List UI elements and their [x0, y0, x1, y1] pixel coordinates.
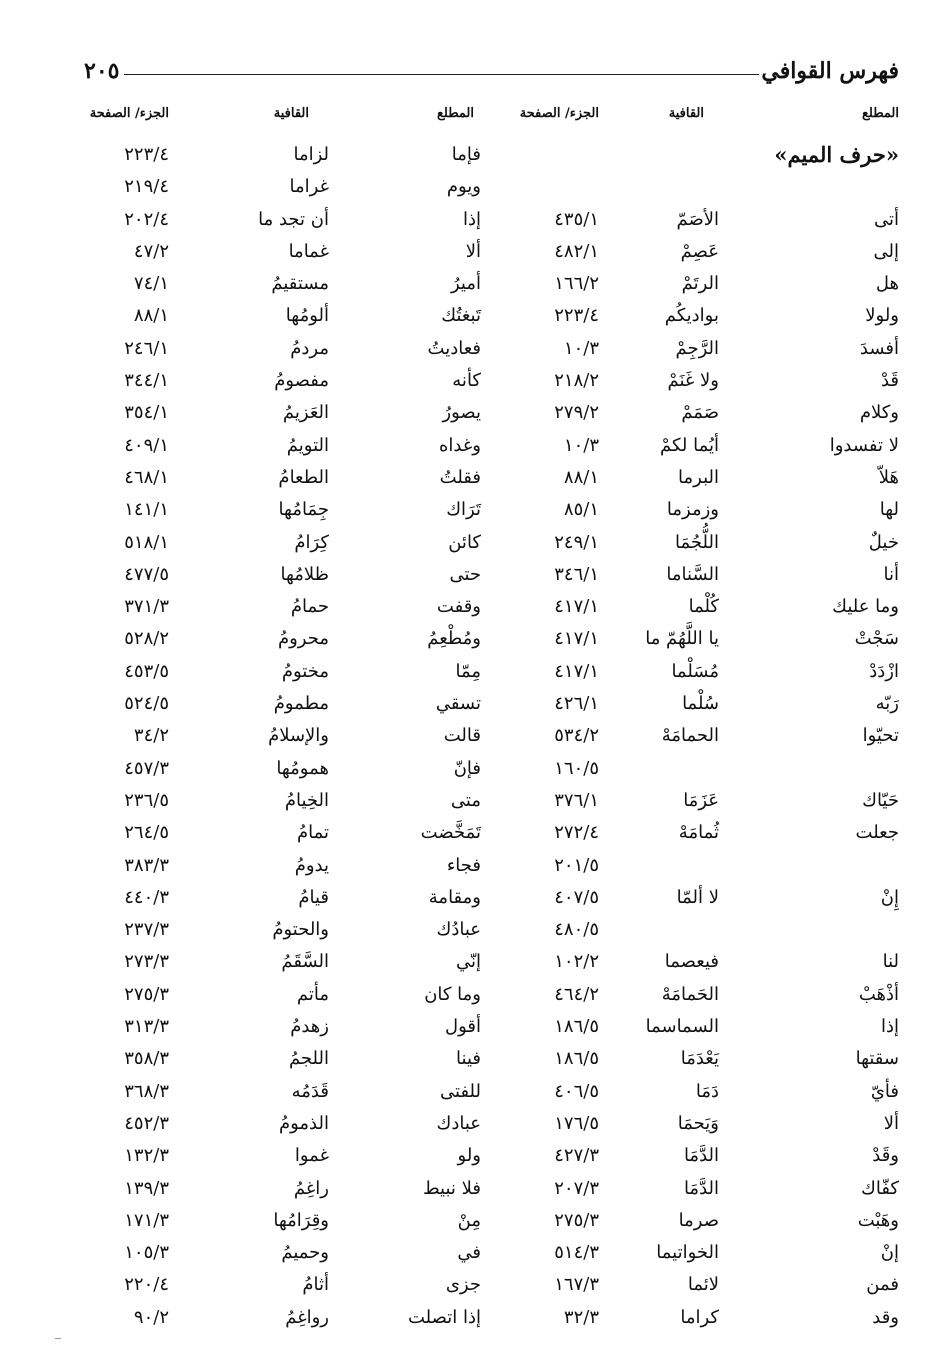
- left-ref-cell: ٥٢٤/٥: [124, 693, 169, 715]
- left-ref-cell: ٢٧٣/٣: [124, 951, 169, 973]
- left-ref-cell: ٤٦٨/١: [124, 466, 169, 488]
- left-ref-header: الجزء/ الصفحة: [89, 106, 169, 121]
- left-start-cell: إذا اتصلت: [408, 1306, 481, 1328]
- table-row: [84, 495, 899, 527]
- right-rhyme-cell: لائما: [687, 1274, 719, 1296]
- right-start-cell: وما عليك: [832, 596, 899, 618]
- right-rhyme-cell: يَعْدَمَا: [680, 1048, 719, 1070]
- right-ref-cell: ٣٢/٣: [563, 1306, 599, 1328]
- right-rhyme-cell: الحمامَهْ: [661, 725, 719, 747]
- table-row: [84, 301, 899, 333]
- left-start-cell: مِمّا: [455, 660, 481, 682]
- left-ref-cell: ٤٠٩/١: [124, 434, 169, 456]
- right-start-cell: وكلام: [859, 402, 899, 424]
- right-ref-cell: ٤١٧/١: [554, 628, 599, 650]
- right-ref-cell: ٤٠٦/٥: [554, 1080, 599, 1102]
- left-start-cell: ويوم: [446, 176, 481, 198]
- right-start-cell: كفّاك: [861, 1177, 899, 1199]
- right-rhyme-cell: أيُما لكمْ: [659, 434, 719, 456]
- table-row: [84, 624, 899, 656]
- left-start-cell: إذا: [462, 208, 481, 230]
- right-start-cell: أتى: [873, 208, 899, 230]
- right-start-cell: أنا: [883, 563, 899, 585]
- right-ref-cell: ٢٢٣/٤: [554, 305, 599, 327]
- right-ref-cell: ٣٤٦/١: [554, 563, 599, 585]
- left-start-cell: فإما: [451, 144, 481, 165]
- left-rhyme-cell: العَزيمُ: [282, 402, 329, 424]
- right-ref-cell: ١٦٦/٢: [554, 273, 599, 295]
- right-rhyme-cell: مُسَلْما: [671, 660, 719, 682]
- table-row: [84, 1206, 899, 1238]
- left-rhyme-cell: لزاما: [293, 144, 329, 165]
- table-row: [84, 205, 899, 237]
- table-row: [84, 172, 899, 204]
- table-row: [84, 786, 899, 818]
- header-rule: [124, 74, 759, 75]
- left-rhyme-cell: زهدمُ: [290, 1016, 329, 1038]
- right-rhyme-cell: الرَّجِمْ: [675, 337, 719, 359]
- right-ref-cell: ٨٨/١: [563, 466, 599, 488]
- right-rhyme-cell: فيعصما: [664, 951, 719, 973]
- table-row: [84, 334, 899, 366]
- left-ref-cell: ٣٦٨/٣: [124, 1080, 169, 1102]
- left-rhyme-cell: ظلامُها: [280, 563, 329, 585]
- right-ref-cell: ١٨٦/٥: [554, 1016, 599, 1038]
- left-rhyme-cell: مطمومُ: [273, 693, 329, 715]
- left-ref-cell: ٤٥٢/٣: [124, 1112, 169, 1134]
- left-rhyme-cell: والإسلامُ: [268, 725, 329, 747]
- left-rhyme-cell: راغِمُ: [293, 1177, 329, 1199]
- right-rhyme-cell: صَمَمْ: [681, 402, 719, 424]
- right-rhyme-cell: سُلْما: [682, 693, 719, 715]
- right-rhyme-cell: عَصِمْ: [680, 240, 719, 262]
- right-start-cell: سَجْتْ: [854, 628, 899, 650]
- left-rhyme-cell: مأتم: [296, 983, 329, 1005]
- left-start-cell: فإنّ: [453, 757, 481, 779]
- right-ref-cell: ٢٠٧/٣: [554, 1177, 599, 1199]
- right-ref-cell: ١٨٦/٥: [554, 1048, 599, 1070]
- left-start-header: المطلع: [437, 106, 474, 121]
- right-rhyme-cell: وزمزما: [666, 499, 719, 521]
- table-row: [84, 1141, 899, 1173]
- left-ref-cell: ١٣٢/٣: [124, 1145, 169, 1167]
- left-ref-cell: ٧٤/١: [133, 273, 169, 295]
- table-row: [84, 980, 899, 1012]
- left-start-cell: فعاديتُ: [427, 337, 481, 359]
- right-start-cell: لها: [879, 499, 899, 521]
- left-ref-cell: ٤٤٠/٣: [124, 886, 169, 908]
- right-ref-cell: ٢١٨/٢: [554, 370, 599, 392]
- left-ref-cell: ٢٢٣/٤: [124, 144, 169, 165]
- right-ref-cell: ٥٣٤/٢: [554, 725, 599, 747]
- left-rhyme-cell: تمامُ: [296, 822, 329, 844]
- left-ref-cell: ٥٢٨/٢: [124, 628, 169, 650]
- right-start-cell: هل: [875, 273, 899, 295]
- right-rhyme-cell: الدَّمَا: [683, 1145, 719, 1167]
- left-start-cell: ومُطْعِمُ: [427, 628, 481, 650]
- right-start-cell: إلى: [873, 240, 899, 262]
- left-rhyme-cell: غراما: [289, 176, 329, 198]
- table-row: [84, 754, 899, 786]
- left-ref-cell: ٩٠/٢: [133, 1306, 169, 1328]
- right-start-cell: تحيّوا: [862, 725, 899, 747]
- left-ref-cell: ٣٤٤/١: [124, 370, 169, 392]
- left-start-cell: قالت: [443, 725, 481, 747]
- left-start-cell: إنّي: [455, 951, 481, 973]
- right-ref-cell: ٤٣٥/١: [554, 208, 599, 230]
- right-ref-cell: ٤١٧/١: [554, 660, 599, 682]
- right-start-header: المطلع: [862, 106, 899, 121]
- right-start-cell: إذا: [880, 1016, 899, 1038]
- left-ref-cell: ٢٤٦/١: [124, 337, 169, 359]
- right-start-cell: أذْهَبْ: [858, 983, 899, 1005]
- right-rhyme-cell: السَّناما: [666, 563, 719, 585]
- left-ref-cell: ٤٥٣/٥: [124, 660, 169, 682]
- right-start-cell: رَبّه: [875, 693, 899, 715]
- right-ref-cell: ٤٨٢/١: [554, 240, 599, 262]
- right-start-cell: فأيّ: [870, 1080, 899, 1102]
- right-rhyme-cell: اللُّجُمَا: [675, 531, 719, 553]
- right-start-cell: حَيّاك: [862, 789, 899, 811]
- left-start-cell: حتى: [449, 563, 481, 585]
- table-row: [84, 528, 899, 560]
- left-ref-cell: ٣٨٣/٣: [124, 854, 169, 876]
- right-rhyme-cell: لا ألمّا: [676, 886, 719, 908]
- left-rhyme-cell: حمامُ: [290, 596, 329, 618]
- left-ref-cell: ١٣٩/٣: [124, 1177, 169, 1199]
- left-ref-cell: ٥١٨/١: [124, 531, 169, 553]
- right-start-cell: وقَدْ: [872, 1145, 899, 1167]
- right-rhyme-cell: ولا غَنَمْ: [667, 370, 719, 392]
- running-header: [84, 58, 899, 92]
- left-ref-cell: ٢٢٠/٤: [124, 1274, 169, 1296]
- left-rhyme-cell: قَدَمُه: [291, 1080, 329, 1102]
- right-start-cell: خيلٌ: [868, 531, 899, 553]
- right-ref-header: الجزء/ الصفحة: [519, 106, 599, 121]
- left-rhyme-cell: الذمومُ: [278, 1112, 329, 1134]
- left-start-cell: فلا نبيط: [422, 1177, 481, 1199]
- right-start-cell: إنْ: [880, 1242, 899, 1264]
- right-rhyme-cell: السماسما: [645, 1016, 719, 1038]
- table-row: [84, 1077, 899, 1109]
- right-ref-cell: ١٦٠/٥: [554, 757, 599, 779]
- right-start-cell: لنا: [882, 951, 899, 973]
- right-ref-cell: ٤٦٤/٢: [554, 983, 599, 1005]
- left-rhyme-cell: مستقيمُ: [271, 273, 329, 295]
- right-start-cell: قَدْ: [880, 370, 899, 392]
- left-start-cell: أقول: [445, 1016, 481, 1038]
- right-ref-cell: ٨٥/١: [563, 499, 599, 521]
- left-start-cell: مِنْ: [457, 1209, 481, 1231]
- left-rhyme-cell: كِرَامُ: [294, 531, 329, 553]
- table-row: [84, 237, 899, 269]
- section-heading: «حرف الميم»: [774, 142, 899, 167]
- right-ref-cell: ١٦٧/٣: [554, 1274, 599, 1296]
- table-row: [84, 463, 899, 495]
- column-headers: [84, 106, 899, 130]
- left-rhyme-cell: غموا: [294, 1145, 329, 1167]
- left-start-cell: في: [457, 1242, 481, 1264]
- right-rhyme-cell: الأصَمّ: [676, 208, 719, 230]
- left-rhyme-cell: التويمُ: [286, 434, 329, 456]
- left-ref-cell: ١٠٥/٣: [124, 1242, 169, 1264]
- right-rhyme-cell: دَمَا: [695, 1080, 719, 1102]
- left-ref-cell: ٢١٩/٤: [124, 176, 169, 198]
- right-rhyme-cell: الدَّمَا: [683, 1177, 719, 1199]
- left-rhyme-cell: السَّقَمُ: [281, 951, 329, 973]
- right-ref-cell: ١٧٦/٥: [554, 1112, 599, 1134]
- left-ref-cell: ٤٥٧/٣: [124, 757, 169, 779]
- table-row: [84, 140, 899, 172]
- left-ref-cell: ٤٧٧/٥: [124, 563, 169, 585]
- right-ref-cell: ٤٢٦/١: [554, 693, 599, 715]
- right-rhyme-cell: وَيَحمَا: [677, 1112, 719, 1134]
- right-start-cell: سقتها: [855, 1048, 899, 1070]
- left-ref-cell: ٢٠٢/٤: [124, 208, 169, 230]
- left-start-cell: وما كان: [424, 983, 481, 1005]
- left-start-cell: ولو: [457, 1145, 481, 1167]
- left-ref-cell: ٢٦٤/٥: [124, 822, 169, 844]
- left-start-cell: جزى: [445, 1274, 481, 1296]
- table-row: [84, 689, 899, 721]
- table-row: [84, 721, 899, 753]
- left-ref-cell: ٨٨/١: [133, 305, 169, 327]
- right-rhyme-cell: الخواتيما: [656, 1242, 719, 1264]
- right-ref-cell: ١٠/٣: [563, 434, 599, 456]
- left-rhyme-cell: جِمَامُها: [278, 499, 329, 521]
- table-row: [84, 431, 899, 463]
- table-row: [84, 883, 899, 915]
- left-start-cell: كائن: [448, 531, 481, 553]
- left-ref-cell: ٢٣٧/٣: [124, 919, 169, 941]
- table-row: [84, 657, 899, 689]
- left-rhyme-cell: وحميمُ: [281, 1242, 329, 1264]
- left-rhyme-cell: أثامُ: [302, 1274, 329, 1296]
- left-rhyme-cell: رواغِمُ: [285, 1306, 329, 1328]
- left-rhyme-cell: مختومُ: [281, 660, 329, 682]
- left-start-cell: ألا: [465, 240, 481, 262]
- page-number: ٢٠٥: [84, 58, 120, 84]
- table-row: [84, 1238, 899, 1270]
- left-start-cell: فجاء: [446, 854, 481, 876]
- right-ref-cell: ٥١٤/٣: [554, 1242, 599, 1264]
- right-start-cell: فمن: [866, 1274, 899, 1296]
- right-start-cell: هَلاّ: [878, 466, 899, 488]
- left-rhyme-cell: اللجمُ: [288, 1048, 329, 1070]
- left-start-cell: كأنه: [452, 370, 481, 392]
- rhyme-index-table: [84, 140, 899, 1335]
- left-ref-cell: ٢٣٦/٥: [124, 789, 169, 811]
- left-ref-cell: ٣٧١/٣: [124, 596, 169, 618]
- right-rhyme-header: القافية: [668, 106, 704, 121]
- left-rhyme-cell: وقِرَامُها: [273, 1209, 329, 1231]
- left-start-cell: تسقي: [435, 693, 481, 715]
- right-rhyme-cell: الحَمامَهْ: [661, 983, 719, 1005]
- left-start-cell: تَبغتُك: [441, 305, 481, 327]
- right-start-cell: جعلت: [855, 822, 899, 844]
- left-rhyme-cell: محرومُ: [277, 628, 329, 650]
- left-ref-cell: ٢٧٥/٣: [124, 983, 169, 1005]
- left-ref-cell: ٤٧/٢: [133, 240, 169, 262]
- right-ref-cell: ٤٢٧/٣: [554, 1145, 599, 1167]
- right-ref-cell: ٢٧٩/٢: [554, 402, 599, 424]
- left-rhyme-cell: مفصومُ: [274, 370, 329, 392]
- right-ref-cell: ٤٠٧/٥: [554, 886, 599, 908]
- left-start-cell: عبادُك: [436, 919, 481, 941]
- table-row: [84, 269, 899, 301]
- left-ref-cell: ١٤١/١: [124, 499, 169, 521]
- table-row: [84, 818, 899, 850]
- left-rhyme-cell: همومُها: [276, 757, 329, 779]
- right-rhyme-cell: صرما: [678, 1209, 719, 1231]
- table-row: [84, 1270, 899, 1302]
- right-start-cell: لا تفسدوا: [829, 434, 899, 456]
- right-ref-cell: ١٠٢/٢: [554, 951, 599, 973]
- right-rhyme-cell: يا اللَّهُمّ ما: [645, 628, 719, 650]
- table-row: [84, 1303, 899, 1335]
- left-start-cell: وغداه: [439, 434, 481, 456]
- table-row: [84, 1174, 899, 1206]
- right-start-cell: ازْدَدْ: [869, 660, 899, 682]
- left-ref-cell: ٣١٣/٣: [124, 1016, 169, 1038]
- right-start-cell: وقد: [872, 1306, 899, 1328]
- left-start-cell: عبادك: [436, 1112, 481, 1134]
- table-row: [84, 366, 899, 398]
- left-rhyme-cell: غماما: [288, 240, 329, 262]
- right-rhyme-cell: كُلْما: [688, 596, 719, 618]
- left-rhyme-cell: الخِيامُ: [284, 789, 329, 811]
- left-rhyme-header: القافية: [273, 106, 309, 121]
- left-start-cell: ومقامة: [428, 886, 481, 908]
- right-rhyme-cell: عَزَمَا: [683, 789, 719, 811]
- right-ref-cell: ٢٠١/٥: [554, 854, 599, 876]
- right-start-cell: ولولا: [865, 305, 899, 327]
- right-start-cell: وهَبْت: [857, 1209, 899, 1231]
- table-row: [84, 398, 899, 430]
- left-start-cell: فقلتُ: [439, 466, 481, 488]
- right-rhyme-cell: الرتَمْ: [681, 273, 719, 295]
- table-row: [84, 560, 899, 592]
- left-ref-cell: ٣٥٨/٣: [124, 1048, 169, 1070]
- right-ref-cell: ٢٧٥/٣: [554, 1209, 599, 1231]
- left-rhyme-cell: قيامُ: [298, 886, 329, 908]
- right-rhyme-cell: ثُمامَهْ: [678, 822, 719, 844]
- left-start-cell: تَمَخَّضت: [420, 822, 481, 844]
- right-rhyme-cell: كراما: [680, 1306, 719, 1328]
- page-mark: [55, 1338, 61, 1339]
- left-rhyme-cell: والحتومُ: [272, 919, 329, 941]
- left-start-cell: تَرَاك: [446, 499, 481, 521]
- left-ref-cell: ٣٤/٢: [133, 725, 169, 747]
- table-row: [84, 947, 899, 979]
- right-ref-cell: ٤١٧/١: [554, 596, 599, 618]
- right-start-cell: أفسدَ: [859, 337, 899, 359]
- table-row: [84, 1012, 899, 1044]
- running-title: فهرس القوافي: [761, 58, 899, 84]
- left-rhyme-cell: مردمُ: [290, 337, 329, 359]
- left-rhyme-cell: أن تجد ما: [258, 208, 329, 230]
- left-ref-cell: ١٧١/٣: [124, 1209, 169, 1231]
- left-rhyme-cell: الطعامُ: [278, 466, 329, 488]
- left-start-cell: متى: [450, 789, 481, 811]
- right-rhyme-cell: البرما: [678, 466, 719, 488]
- left-rhyme-cell: ألومُها: [285, 305, 329, 327]
- left-start-cell: يصورُ: [442, 402, 481, 424]
- table-row: [84, 915, 899, 947]
- right-ref-cell: ١٠/٣: [563, 337, 599, 359]
- right-ref-cell: ٣٧٦/١: [554, 789, 599, 811]
- right-ref-cell: ٢٧٢/٤: [554, 822, 599, 844]
- left-ref-cell: ٣٥٤/١: [124, 402, 169, 424]
- left-rhyme-cell: يدومُ: [294, 854, 329, 876]
- table-row: [84, 1109, 899, 1141]
- right-ref-cell: ٤٨٠/٥: [554, 919, 599, 941]
- left-start-cell: وقفت: [436, 596, 481, 618]
- left-start-cell: أميرُ: [450, 273, 481, 295]
- left-start-cell: للفتى: [440, 1080, 481, 1102]
- right-rhyme-cell: بواديكُم: [664, 305, 719, 327]
- table-row: [84, 592, 899, 624]
- table-row: [84, 851, 899, 883]
- left-start-cell: فينا: [456, 1048, 481, 1070]
- right-start-cell: إِنْ: [880, 886, 899, 908]
- table-row: [84, 1044, 899, 1076]
- right-ref-cell: ٢٤٩/١: [554, 531, 599, 553]
- right-start-cell: ألا: [883, 1112, 899, 1134]
